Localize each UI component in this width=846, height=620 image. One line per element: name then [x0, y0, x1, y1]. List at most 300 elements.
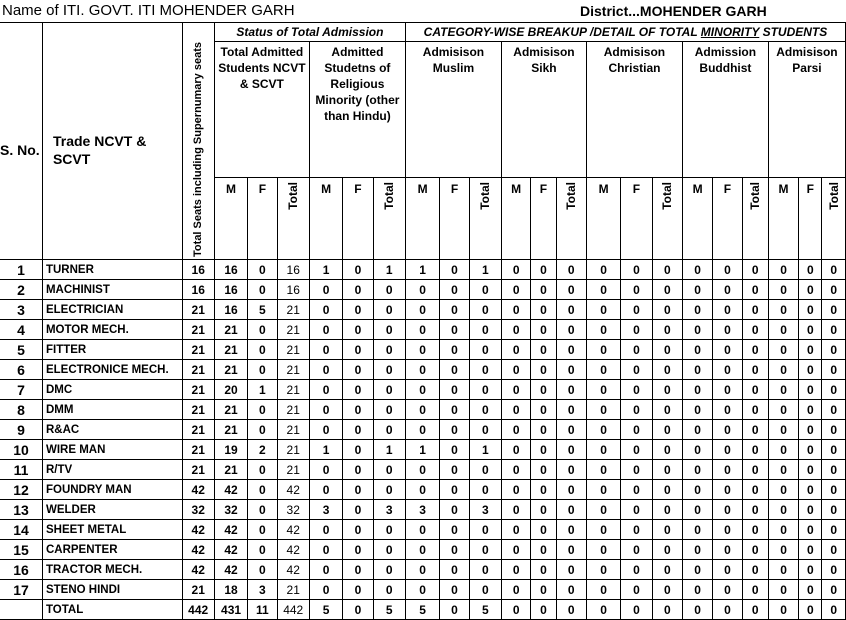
- par-cell: 0: [768, 340, 798, 360]
- adm-cell: 42: [214, 540, 247, 560]
- min-cell: 3: [309, 500, 342, 520]
- seats-cell: 21: [182, 380, 214, 400]
- bud-cell: 0: [682, 420, 712, 440]
- adm-cell: 0: [248, 520, 277, 540]
- adm-cell: 0: [248, 280, 277, 300]
- min-cell: 0: [373, 560, 405, 580]
- sik-cell: 0: [556, 540, 586, 560]
- sno-cell: 15: [0, 540, 42, 560]
- min-cell: 0: [343, 380, 373, 400]
- sno-header: S. No.: [0, 42, 42, 260]
- sik-cell: 0: [502, 320, 531, 340]
- sik-cell: 0: [502, 440, 531, 460]
- chr-cell: 0: [621, 280, 652, 300]
- min-cell: 0: [373, 540, 405, 560]
- chr-cell: 0: [586, 480, 620, 500]
- mus-cell: 1: [405, 260, 439, 280]
- table-row: [0, 500, 846, 520]
- mus-cell: 0: [440, 280, 469, 300]
- par-cell: 0: [799, 260, 822, 280]
- chr-cell: 0: [586, 300, 620, 320]
- sik-cell: 0: [502, 480, 531, 500]
- par-cell: 0: [768, 440, 798, 460]
- chr-cell: 0: [621, 340, 652, 360]
- min-cell: 0: [373, 480, 405, 500]
- table-row: [0, 560, 846, 580]
- chr-cell: 0: [621, 440, 652, 460]
- trade-cell: TRACTOR MECH.: [42, 560, 182, 580]
- min-cell: 0: [343, 300, 373, 320]
- chr-cell: 0: [652, 540, 682, 560]
- adm-cell: 21: [277, 440, 309, 460]
- sik-cell: 0: [556, 360, 586, 380]
- trade-header: Trade NCVT & SCVT: [42, 42, 182, 260]
- par-cell: 0: [822, 400, 846, 420]
- sik-cell: 0: [556, 560, 586, 580]
- mus-cell: 0: [440, 580, 469, 600]
- trade-cell: R/TV: [42, 460, 182, 480]
- seats-cell: 442: [182, 600, 214, 620]
- min-cell: 0: [373, 300, 405, 320]
- trade-cell: ELECTRONICE MECH.: [42, 360, 182, 380]
- trade-cell: WIRE MAN: [42, 440, 182, 460]
- seats-cell: 21: [182, 420, 214, 440]
- adm-cell: 16: [214, 260, 247, 280]
- chr-cell: 0: [586, 260, 620, 280]
- sik-cell: 0: [502, 500, 531, 520]
- subheader-total: Total: [277, 178, 309, 260]
- trade-cell: DMM: [42, 400, 182, 420]
- bud-cell: 0: [742, 320, 768, 340]
- total-seats-header: Total Seats including Supernumary seats: [182, 42, 214, 260]
- seats-cell: 16: [182, 280, 214, 300]
- sno-cell: 8: [0, 400, 42, 420]
- sik-cell: 0: [556, 500, 586, 520]
- trade-cell: ELECTRICIAN: [42, 300, 182, 320]
- chr-cell: 0: [586, 540, 620, 560]
- adm-cell: 0: [248, 540, 277, 560]
- chr-cell: 0: [621, 460, 652, 480]
- seats-cell: 21: [182, 580, 214, 600]
- adm-cell: 21: [214, 320, 247, 340]
- sik-cell: 0: [531, 500, 556, 520]
- par-cell: 0: [799, 280, 822, 300]
- adm-cell: 0: [248, 320, 277, 340]
- sikh-header: Admisison Sikh: [502, 42, 587, 178]
- mus-cell: 0: [469, 320, 501, 340]
- adm-cell: 21: [214, 340, 247, 360]
- par-cell: 0: [822, 460, 846, 480]
- trade-cell: TOTAL: [42, 600, 182, 620]
- adm-cell: 442: [277, 600, 309, 620]
- bud-cell: 0: [742, 420, 768, 440]
- sik-cell: 0: [556, 580, 586, 600]
- mus-cell: 5: [469, 600, 501, 620]
- trade-cell: DMC: [42, 380, 182, 400]
- adm-cell: 20: [214, 380, 247, 400]
- total-row: [0, 600, 846, 620]
- mus-cell: 0: [440, 560, 469, 580]
- chr-cell: 0: [586, 580, 620, 600]
- sik-cell: 0: [531, 380, 556, 400]
- adm-cell: 16: [214, 280, 247, 300]
- min-cell: 1: [373, 260, 405, 280]
- mus-cell: 0: [440, 380, 469, 400]
- par-cell: 0: [799, 420, 822, 440]
- adm-cell: 21: [277, 320, 309, 340]
- category-group-header: CATEGORY-WISE BREAKUP /DETAIL OF TOTAL MINORITY STUDENTS: [405, 23, 845, 42]
- adm-cell: 42: [277, 480, 309, 500]
- chr-cell: 0: [652, 400, 682, 420]
- chr-cell: 0: [586, 320, 620, 340]
- table-body: [0, 260, 846, 620]
- table-row: [0, 260, 846, 280]
- sik-cell: 0: [531, 480, 556, 500]
- par-cell: 0: [822, 380, 846, 400]
- sik-cell: 0: [502, 600, 531, 620]
- par-cell: 0: [768, 460, 798, 480]
- mus-cell: 5: [405, 600, 439, 620]
- seats-cell: 42: [182, 540, 214, 560]
- bud-cell: 0: [682, 500, 712, 520]
- mus-cell: 0: [469, 420, 501, 440]
- mus-cell: 0: [440, 440, 469, 460]
- sik-cell: 0: [556, 420, 586, 440]
- adm-cell: 16: [277, 260, 309, 280]
- sno-cell: 14: [0, 520, 42, 540]
- bud-cell: 0: [682, 260, 712, 280]
- par-cell: 0: [822, 360, 846, 380]
- sik-cell: 0: [556, 400, 586, 420]
- adm-cell: 16: [277, 280, 309, 300]
- mus-cell: 0: [469, 520, 501, 540]
- sik-cell: 0: [502, 400, 531, 420]
- par-cell: 0: [822, 420, 846, 440]
- adm-cell: 16: [214, 300, 247, 320]
- bud-cell: 0: [713, 320, 742, 340]
- mus-cell: 0: [469, 560, 501, 580]
- min-cell: 0: [309, 280, 342, 300]
- sik-cell: 0: [556, 460, 586, 480]
- chr-cell: 0: [621, 380, 652, 400]
- trade-cell: MOTOR MECH.: [42, 320, 182, 340]
- bud-cell: 0: [682, 360, 712, 380]
- chr-cell: 0: [652, 340, 682, 360]
- chr-cell: 0: [652, 360, 682, 380]
- mus-cell: 0: [405, 560, 439, 580]
- adm-cell: 0: [248, 260, 277, 280]
- adm-cell: 21: [277, 360, 309, 380]
- mus-cell: 0: [469, 340, 501, 360]
- adm-cell: 0: [248, 420, 277, 440]
- bud-cell: 0: [682, 380, 712, 400]
- sik-cell: 0: [502, 360, 531, 380]
- par-cell: 0: [799, 580, 822, 600]
- bud-cell: 0: [713, 500, 742, 520]
- total-admitted-header: Total Admitted Students NCVT & SCVT: [214, 42, 309, 178]
- chr-cell: 0: [652, 260, 682, 280]
- bud-cell: 0: [682, 320, 712, 340]
- chr-cell: 0: [652, 420, 682, 440]
- chr-cell: 0: [652, 460, 682, 480]
- christian-header: Admisison Christian: [586, 42, 682, 178]
- table-row: [0, 320, 846, 340]
- table-row: [0, 300, 846, 320]
- min-cell: 0: [373, 420, 405, 440]
- mus-cell: 0: [440, 520, 469, 540]
- chr-cell: 0: [586, 500, 620, 520]
- bud-cell: 0: [682, 280, 712, 300]
- bud-cell: 0: [742, 600, 768, 620]
- table-row: [0, 540, 846, 560]
- adm-cell: 5: [248, 300, 277, 320]
- par-cell: 0: [799, 600, 822, 620]
- mus-cell: 0: [469, 400, 501, 420]
- min-cell: 0: [373, 460, 405, 480]
- table-row: [0, 460, 846, 480]
- min-cell: 0: [343, 460, 373, 480]
- trade-cell: STENO HINDI: [42, 580, 182, 600]
- chr-cell: 0: [652, 600, 682, 620]
- mus-cell: 1: [469, 440, 501, 460]
- adm-cell: 42: [277, 560, 309, 580]
- sik-cell: 0: [531, 400, 556, 420]
- adm-cell: 3: [248, 580, 277, 600]
- min-cell: 0: [309, 540, 342, 560]
- chr-cell: 0: [652, 480, 682, 500]
- min-cell: 1: [373, 440, 405, 460]
- sik-cell: 0: [502, 520, 531, 540]
- adm-cell: 42: [214, 560, 247, 580]
- sik-cell: 0: [556, 320, 586, 340]
- subheader-m: M: [768, 178, 798, 260]
- bud-cell: 0: [713, 340, 742, 360]
- mus-cell: 0: [440, 480, 469, 500]
- sik-cell: 0: [502, 420, 531, 440]
- adm-cell: 431: [214, 600, 247, 620]
- par-cell: 0: [799, 300, 822, 320]
- chr-cell: 0: [652, 300, 682, 320]
- mus-cell: 0: [440, 600, 469, 620]
- bud-cell: 0: [682, 300, 712, 320]
- bud-cell: 0: [682, 480, 712, 500]
- sik-cell: 0: [531, 540, 556, 560]
- par-cell: 0: [768, 580, 798, 600]
- adm-cell: 42: [214, 520, 247, 540]
- table-row: [0, 280, 846, 300]
- min-cell: 0: [343, 400, 373, 420]
- bud-cell: 0: [682, 580, 712, 600]
- min-cell: 0: [343, 540, 373, 560]
- par-cell: 0: [768, 280, 798, 300]
- adm-cell: 21: [277, 380, 309, 400]
- chr-cell: 0: [652, 320, 682, 340]
- trade-cell: MACHINIST: [42, 280, 182, 300]
- adm-cell: 0: [248, 340, 277, 360]
- chr-cell: 0: [621, 500, 652, 520]
- chr-cell: 0: [586, 600, 620, 620]
- subheader-m: M: [502, 178, 531, 260]
- par-cell: 0: [768, 560, 798, 580]
- min-cell: 0: [373, 380, 405, 400]
- sik-cell: 0: [502, 260, 531, 280]
- min-cell: 0: [309, 360, 342, 380]
- adm-cell: 2: [248, 440, 277, 460]
- bud-cell: 0: [682, 520, 712, 540]
- seats-cell: 42: [182, 560, 214, 580]
- sno-cell: 16: [0, 560, 42, 580]
- mus-cell: 0: [405, 480, 439, 500]
- table-row: [0, 420, 846, 440]
- bud-cell: 0: [742, 520, 768, 540]
- sik-cell: 0: [556, 600, 586, 620]
- bud-cell: 0: [713, 520, 742, 540]
- subheader-m: M: [682, 178, 712, 260]
- adm-cell: 0: [248, 400, 277, 420]
- sno-cell: 12: [0, 480, 42, 500]
- subheader-total: Total: [652, 178, 682, 260]
- mus-cell: 0: [469, 580, 501, 600]
- mus-cell: 0: [469, 300, 501, 320]
- bud-cell: 0: [682, 460, 712, 480]
- chr-cell: 0: [586, 420, 620, 440]
- par-cell: 0: [822, 440, 846, 460]
- sik-cell: 0: [531, 260, 556, 280]
- bud-cell: 0: [742, 260, 768, 280]
- bud-cell: 0: [682, 540, 712, 560]
- table-row: [0, 440, 846, 460]
- trade-cell: WELDER: [42, 500, 182, 520]
- muslim-header: Admisison Muslim: [405, 42, 501, 178]
- min-cell: 0: [309, 520, 342, 540]
- chr-cell: 0: [621, 300, 652, 320]
- bud-cell: 0: [713, 540, 742, 560]
- sik-cell: 0: [531, 580, 556, 600]
- sno-cell: 7: [0, 380, 42, 400]
- sik-cell: 0: [502, 460, 531, 480]
- adm-cell: 0: [248, 460, 277, 480]
- subheader-f: F: [531, 178, 556, 260]
- sik-cell: 0: [556, 380, 586, 400]
- adm-cell: 0: [248, 560, 277, 580]
- mus-cell: 0: [405, 320, 439, 340]
- adm-cell: 21: [277, 460, 309, 480]
- par-cell: 0: [799, 560, 822, 580]
- bud-cell: 0: [713, 360, 742, 380]
- par-cell: 0: [822, 300, 846, 320]
- sik-cell: 0: [556, 300, 586, 320]
- bud-cell: 0: [713, 460, 742, 480]
- par-cell: 0: [768, 540, 798, 560]
- mus-cell: 0: [469, 460, 501, 480]
- par-cell: 0: [822, 340, 846, 360]
- sik-cell: 0: [531, 460, 556, 480]
- bud-cell: 0: [682, 440, 712, 460]
- chr-cell: 0: [586, 440, 620, 460]
- bud-cell: 0: [742, 380, 768, 400]
- table-row: [0, 580, 846, 600]
- chr-cell: 0: [621, 600, 652, 620]
- adm-cell: 11: [248, 600, 277, 620]
- adm-cell: 0: [248, 360, 277, 380]
- chr-cell: 0: [652, 580, 682, 600]
- subheader-total: Total: [556, 178, 586, 260]
- min-cell: 0: [343, 420, 373, 440]
- sik-cell: 0: [502, 540, 531, 560]
- chr-cell: 0: [586, 520, 620, 540]
- par-cell: 0: [799, 340, 822, 360]
- par-cell: 0: [768, 320, 798, 340]
- mus-cell: 0: [469, 360, 501, 380]
- sik-cell: 0: [531, 320, 556, 340]
- sik-cell: 0: [531, 440, 556, 460]
- bud-cell: 0: [742, 560, 768, 580]
- sno-cell: 17: [0, 580, 42, 600]
- sno-cell: [0, 600, 42, 620]
- sik-cell: 0: [502, 580, 531, 600]
- min-cell: 0: [343, 360, 373, 380]
- sik-cell: 0: [531, 300, 556, 320]
- sno-cell: 10: [0, 440, 42, 460]
- adm-cell: 42: [214, 480, 247, 500]
- subheader-m: M: [214, 178, 247, 260]
- seats-cell: 42: [182, 480, 214, 500]
- par-cell: 0: [822, 520, 846, 540]
- adm-cell: 21: [214, 420, 247, 440]
- adm-cell: 32: [214, 500, 247, 520]
- chr-cell: 0: [586, 400, 620, 420]
- sik-cell: 0: [556, 440, 586, 460]
- min-cell: 5: [373, 600, 405, 620]
- mus-cell: 0: [405, 540, 439, 560]
- min-cell: 0: [309, 560, 342, 580]
- min-cell: 0: [309, 300, 342, 320]
- bud-cell: 0: [742, 360, 768, 380]
- chr-cell: 0: [621, 580, 652, 600]
- table-row: [0, 520, 846, 540]
- bud-cell: 0: [682, 600, 712, 620]
- seats-cell: 16: [182, 260, 214, 280]
- bud-cell: 0: [713, 400, 742, 420]
- subheader-total: Total: [469, 178, 501, 260]
- min-cell: 0: [343, 600, 373, 620]
- mus-cell: 0: [405, 340, 439, 360]
- min-cell: 0: [373, 340, 405, 360]
- seats-cell: 21: [182, 300, 214, 320]
- chr-cell: 0: [586, 560, 620, 580]
- subheader-f: F: [713, 178, 742, 260]
- mus-cell: 0: [469, 540, 501, 560]
- min-cell: 0: [343, 500, 373, 520]
- chr-cell: 0: [621, 560, 652, 580]
- sik-cell: 0: [502, 380, 531, 400]
- admission-table: [0, 22, 846, 620]
- district-name: District...MOHENDER GARH: [580, 3, 767, 19]
- chr-cell: 0: [621, 260, 652, 280]
- mus-cell: 0: [405, 520, 439, 540]
- bud-cell: 0: [742, 280, 768, 300]
- par-cell: 0: [822, 500, 846, 520]
- chr-cell: 0: [586, 280, 620, 300]
- sik-cell: 0: [502, 300, 531, 320]
- subheader-m: M: [405, 178, 439, 260]
- seats-cell: 21: [182, 400, 214, 420]
- par-cell: 0: [822, 260, 846, 280]
- adm-cell: 19: [214, 440, 247, 460]
- subheader-m: M: [586, 178, 620, 260]
- adm-cell: 21: [214, 400, 247, 420]
- bud-cell: 0: [742, 460, 768, 480]
